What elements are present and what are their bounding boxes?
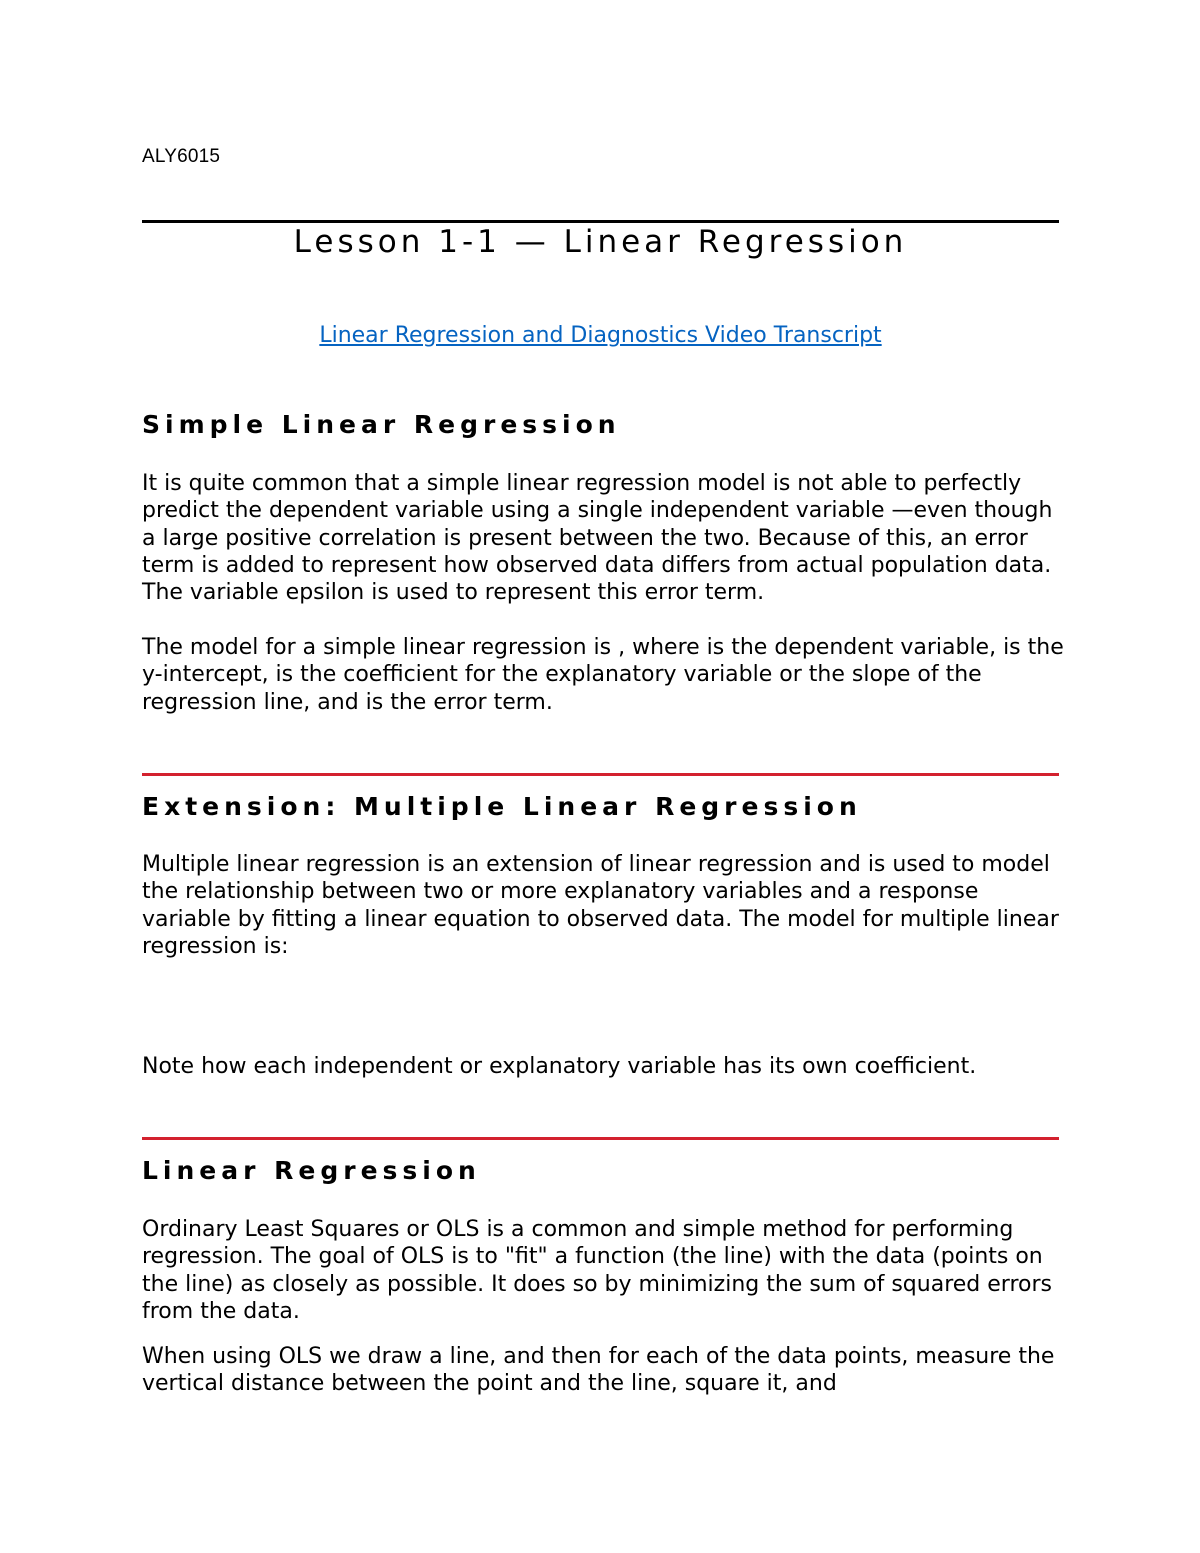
section-divider	[142, 1137, 1059, 1140]
lesson-title: Lesson 1-1 — Linear Regression	[293, 224, 908, 260]
section-heading-multiple-linear-regression: Extension: Multiple Linear Regression	[142, 792, 862, 821]
ols-paragraph-2: When using OLS we draw a line, and then for each of the data points, measure the vertical distance between the point and the line, square it, and	[142, 1344, 1055, 1397]
ols-paragraph-1: Ordinary Least Squares or OLS is a common and simple method for performing regression. The goal of OLS is to "fit" a function (the line) with the data (points on the line) as closely as possible. It does so by minimizing the sum of squared errors from the data.	[142, 1217, 1052, 1324]
simple-regression-paragraph-1: It is quite common that a simple linear regression model is not able to perfectly predict the dependent variable using a single independent variable —even though a large positive correlation is present between the two. Because of this, an error term is added to represent how observed data differs from actual population data. The variable epsilon is used to represent this error term.	[142, 471, 1053, 606]
section-divider	[142, 773, 1059, 776]
simple-regression-paragraph-2: The model for a simple linear regression is , where is the dependent variable, is the y-intercept, is the coefficient for the explanatory variable or the slope of the regression line, and is the error term.	[142, 635, 1064, 715]
video-transcript-link[interactable]: Linear Regression and Diagnostics Video Transcript	[319, 323, 882, 348]
course-code: ALY6015	[142, 146, 221, 167]
multiple-regression-paragraph: Multiple linear regression is an extension of linear regression and is used to model the relationship between two or more explanatory variables and a response variable by fitting a linear equation to observed data. The model for multiple linear regression is:	[142, 852, 1059, 959]
section-heading-simple-linear-regression: Simple Linear Regression	[142, 410, 621, 439]
transcript-link-container	[142, 321, 1059, 351]
coefficient-note: Note how each independent or explanatory variable has its own coefficient.	[142, 1054, 977, 1079]
section-heading-linear-regression: Linear Regression	[142, 1156, 481, 1185]
